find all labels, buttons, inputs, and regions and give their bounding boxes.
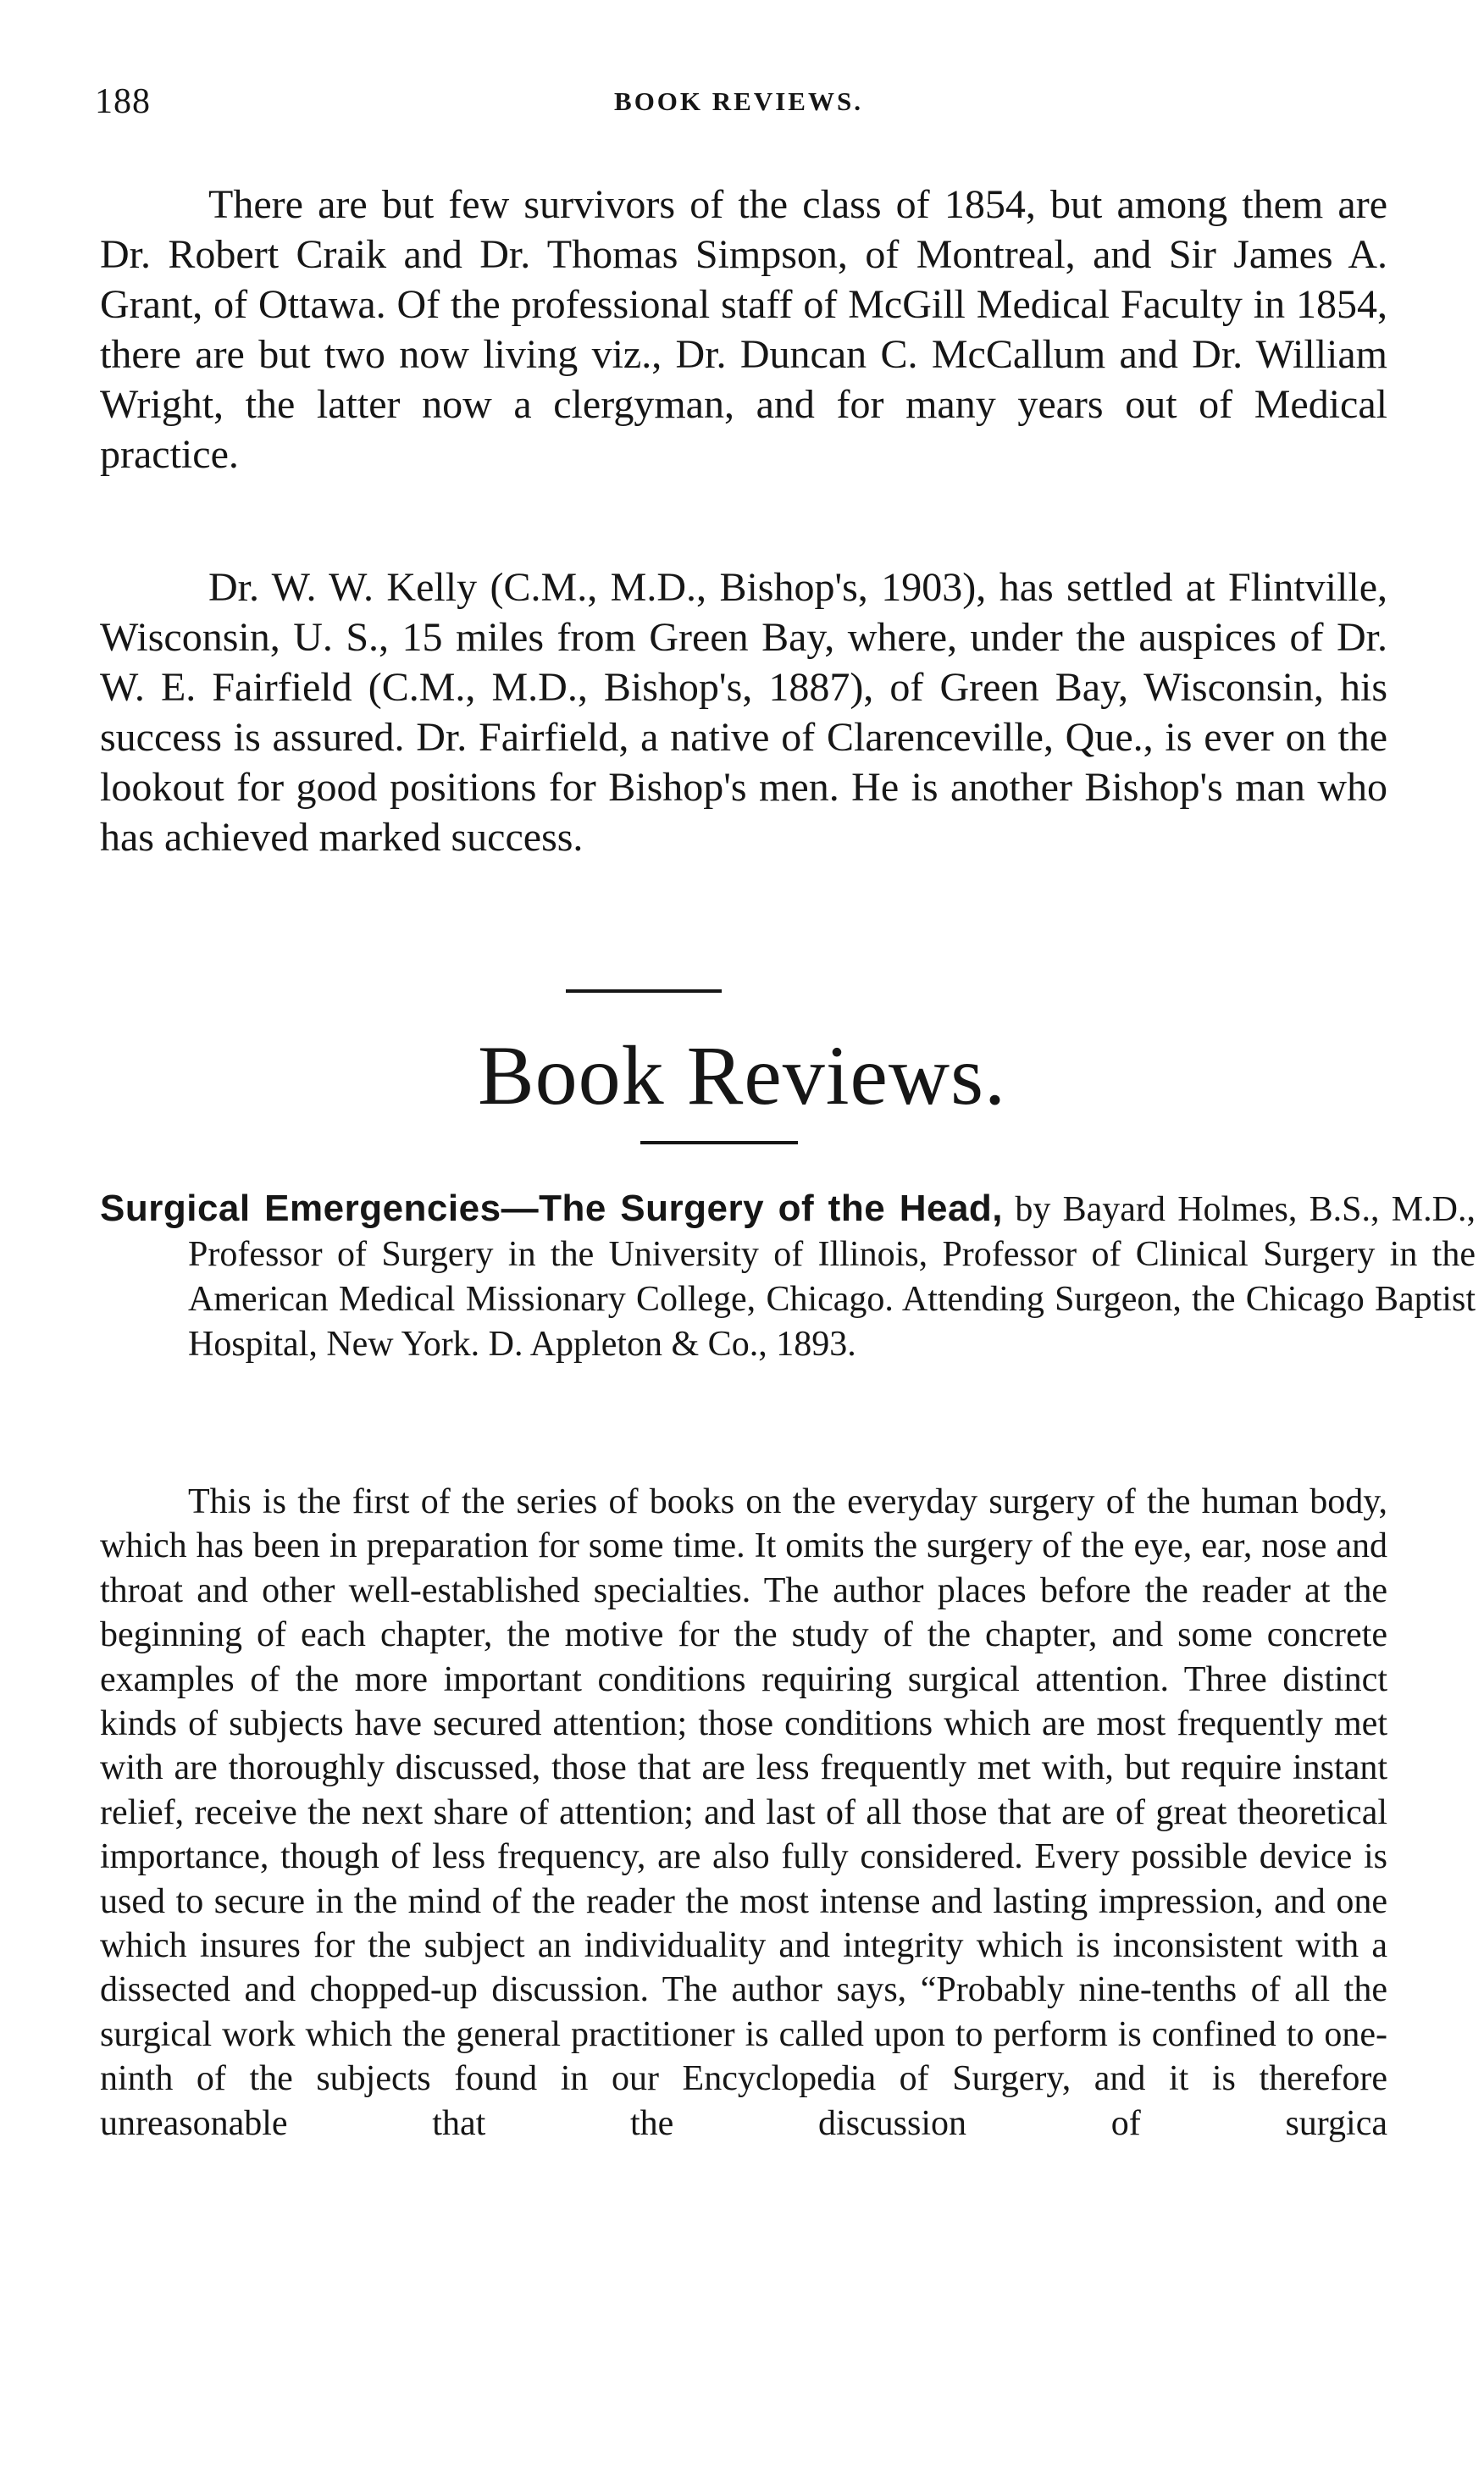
running-head — [95, 81, 1382, 132]
running-title: BOOK REVIEWS. — [614, 86, 863, 116]
paragraph-class-of-1854: There are but few survivors of the class of 1854, but among them are Dr. Robert Craik and Dr. Thomas Simpson, of Montreal, and Sir James A. Grant, of Ottawa. Of the professional staff of McGill Medical Faculty in 1854, there are but two now living viz., Dr. Duncan C. McCallum and Dr. William Wright, the latter now a clergyman, and for many years out of Medical practice. — [100, 182, 1387, 477]
review-body: This is the first of the series of books on the everyday surgery of the human body, which has been in preparation for some time. It omits the surgery of the eye, ear, nose and throat and other well-established specialties. The author places before the reader at the beginning of each chapter, the motive for the study of the chapter, and some concrete examples of the more important conditions requiring surgical attention. Three distinct kinds of subjects have secured attention; those conditions which are most frequently met with are thoroughly discussed, those that are less frequently met with, but require instant relief, receive the next share of attention; and last of all those that are of great theoretical importance, though of less frequency, are also fully considered. Every possible device is used to secure in the mind of the reader the most intense and lasting impression, and one which insures for the subject an individuality and integrity which is inconsistent with a dissected and chopped-up discussion. The author says, “Probably nine-tenths of all the surgical work which the general practitioner is called upon to perform is confined to one-ninth of the subjects found in our Encyclopedia of Surgery, and it is therefore unreasonable that the discussion of surgica — [100, 1482, 1387, 2143]
title-underline-rule — [640, 1141, 798, 1144]
review-citation — [100, 1186, 1476, 1367]
page-number: 188 — [95, 82, 151, 121]
section-divider-rule — [566, 989, 722, 993]
paragraph-dr-kelly: Dr. W. W. Kelly (C.M., M.D., Bishop's, 1903), has settled at Flintville, Wisconsin, U. S., 15 miles from Green Bay, where, under the auspices of Dr. W. E. Fairfield (C.M., M.D., Bishop's, 1887), of Green Bay, Wisconsin, his success is assured. Dr. Fairfield, a native of Clarenceville, Que., is ever on the lookout for good positions for Bishop's men. He is another Bishop's man who has achieved marked success. — [100, 565, 1387, 860]
review-book-title: Surgical Emergencies—The Surgery of the Head, — [100, 1188, 1004, 1229]
section-title: Book Reviews. — [477, 1028, 1007, 1122]
review-citation-details: by Bayard Holmes, B.S., M.D., Professor of Surgery in the University of Illinois, Professor of Clinical Surgery in the American Medical Missionary College, Chicago. Attending Surgeon, the Chicago Baptist Hospital, New York. D. Appleton & Co., 1893. — [188, 1190, 1476, 1364]
